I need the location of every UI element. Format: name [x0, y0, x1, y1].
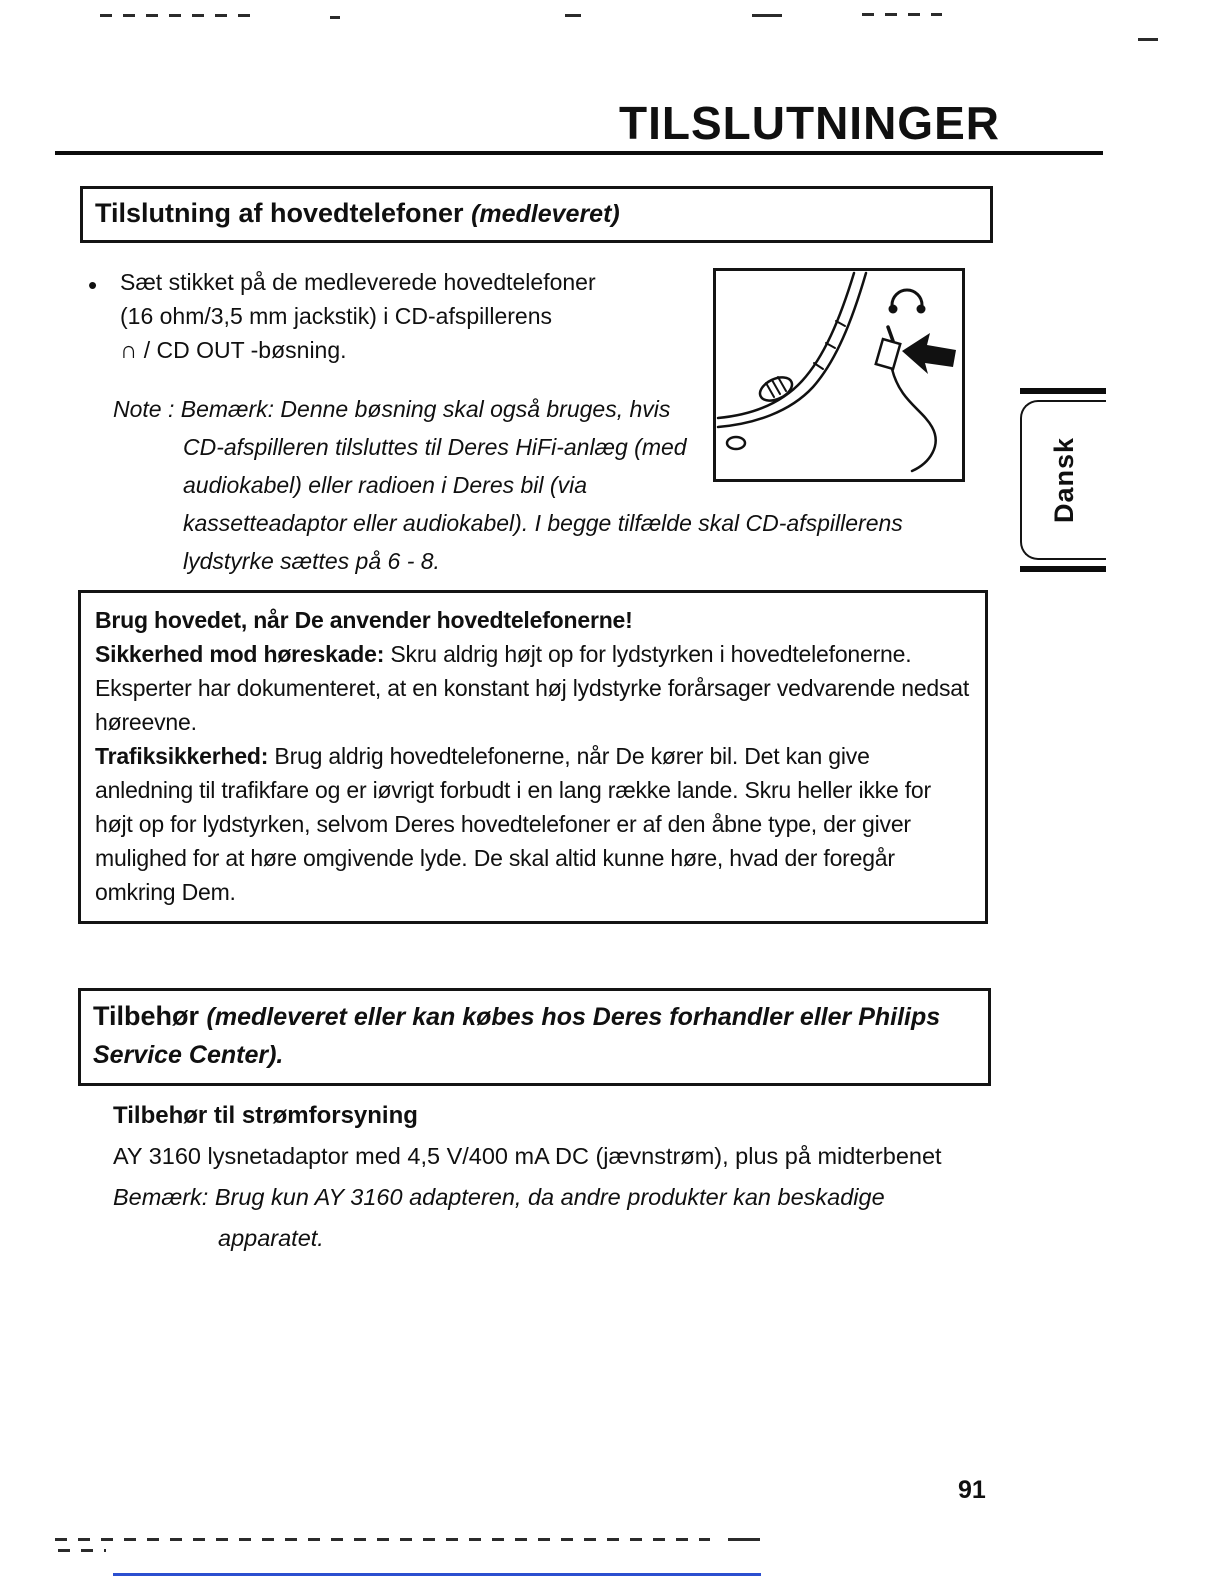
scan-artifact	[58, 1549, 106, 1552]
scan-artifact	[728, 1538, 760, 1541]
hearing-safety-text: Skru aldrig højt op for lydstyrken i hovedtelefonerne. Eksperter har dokumenteret, at en konstant høj lydstyrke forårsager vedvarende nedsat høreevne.	[95, 641, 970, 735]
note-line: CD-afspilleren tilsluttes til Deres HiFi-anlæg (med	[183, 434, 687, 460]
footer-blue-line	[113, 1573, 761, 1576]
headphones-heading-note: (medleveret)	[471, 200, 620, 228]
arrow-icon	[902, 333, 956, 374]
cd-player-edge	[718, 273, 866, 427]
note-line: audiokabel) eller radioen i Deres bil (via	[183, 472, 587, 498]
cd-player-jack-illustration	[716, 271, 962, 479]
headphone-connection-figure	[713, 268, 965, 482]
page-title: TILSLUTNINGER	[619, 97, 1000, 149]
traffic-safety-label: Trafiksikkerhed:	[95, 743, 269, 769]
power-accessories-heading: Tilbehør til strømforsyning	[113, 1102, 418, 1129]
accessories-heading-box	[78, 988, 991, 1086]
scan-artifact	[862, 13, 942, 16]
safety-title: Brug hovedet, når De anvender hovedtelefonerne!	[95, 607, 633, 633]
headphones-heading: Tilslutning af hovedtelefoner	[95, 198, 464, 228]
hearing-safety-label: Sikkerhed mod høreskade:	[95, 641, 385, 667]
bullet-line: Sæt stikket på de medleverede hovedtelefoner	[120, 269, 596, 295]
tab-top-bar	[1020, 388, 1106, 394]
scan-artifact	[55, 1538, 710, 1541]
note-line: lydstyrke sættes på 6 - 8.	[183, 548, 440, 574]
power-accessories-line: AY 3160 lysnetadaptor med 4,5 V/400 mA DC (jævnstrøm), plus på midterbenet	[113, 1143, 942, 1169]
bullet-marker: •	[88, 270, 98, 300]
bullet-line	[120, 334, 347, 367]
cable	[892, 369, 936, 471]
scan-artifact	[100, 14, 250, 17]
power-accessories-note: apparatet.	[218, 1225, 324, 1251]
headphones-icon	[889, 290, 926, 314]
note-line: kassetteadaptor eller audiokabel). I begge tilfælde skal CD-afspillerens	[183, 510, 903, 536]
language-tab-label: Dansk	[1048, 436, 1079, 524]
jack-plug	[876, 327, 900, 369]
latch-detail	[727, 437, 745, 449]
power-accessories-note: Bemærk: Brug kun AY 3160 adapteren, da andre produkter kan beskadige	[113, 1184, 885, 1210]
bullet-line-text: / CD OUT -bøsning.	[143, 337, 347, 363]
speaker-grille-icon	[756, 373, 795, 405]
accessories-heading: Tilbehør	[93, 1001, 200, 1031]
headphones-section-heading-box	[80, 186, 993, 243]
language-tab	[1020, 400, 1106, 560]
scan-artifact	[1138, 38, 1158, 41]
safety-warning-box	[78, 590, 988, 924]
bullet-line: (16 ohm/3,5 mm jackstik) i CD-afspillerens	[120, 303, 553, 329]
tab-bottom-bar	[1020, 566, 1106, 572]
accessories-heading-note: (medleveret eller kan købes hos Deres forhandler eller Philips Service Center).	[93, 1003, 941, 1069]
page-number: 91	[958, 1476, 986, 1504]
headphones-icon: ∩	[120, 337, 138, 364]
scan-artifact	[752, 14, 782, 17]
traffic-safety-text: Brug aldrig hovedtelefonerne, når De kører bil. Det kan give anledning til trafikfare og er iøvrigt forbudt i en lang række lande. Skru heller ikke for højt op for lydstyrken, selvom Deres hovedtelefoner er af den åbne type, der giver mulighed for at høre omgivende lyde. De skal altid kunne høre, hvad der foregår omkring Dem.	[95, 743, 931, 905]
note-line: Note : Bemærk: Denne bøsning skal også bruges, hvis	[113, 396, 671, 422]
title-rule	[55, 151, 1103, 155]
scan-artifact	[330, 16, 340, 19]
scan-artifact	[565, 14, 581, 17]
